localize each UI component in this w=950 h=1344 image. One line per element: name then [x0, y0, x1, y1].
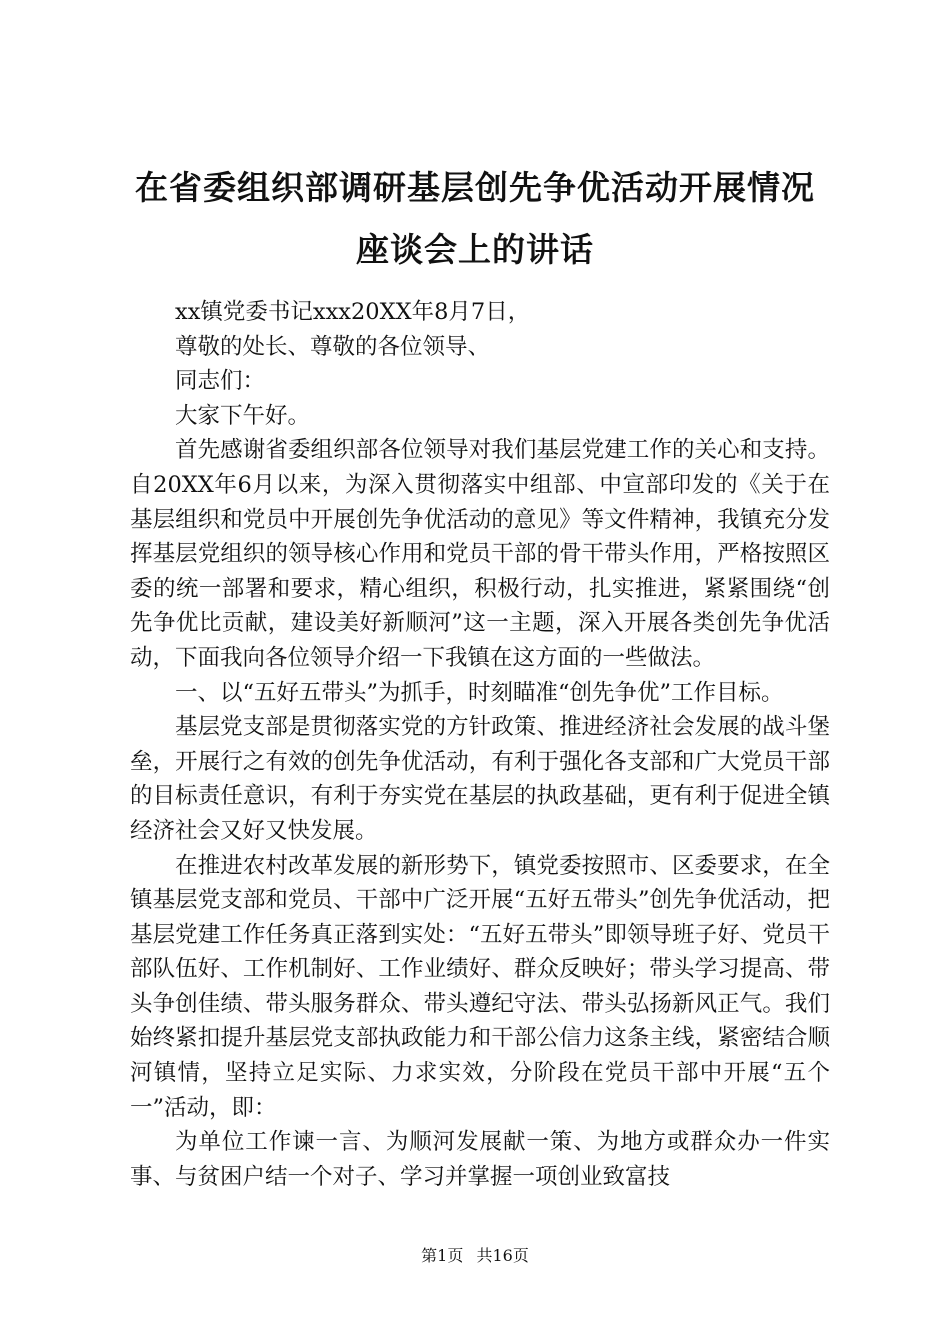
paragraph-comrades: 同志们： — [175, 368, 266, 395]
paragraph-author-date: xx镇党委书记xxx20XX年8月7日， — [175, 299, 531, 325]
page-total: 共16页 — [476, 1246, 529, 1265]
document-title-line-1: 在省委组织部调研基层创先争优活动开展情况 — [135, 168, 815, 207]
paragraph-five-good: 在推进农村改革发展的新形势下，镇党委按照市、区委要求，在全镇基层党支部和党员、干部中广泛开展“五好五带头”创先争优活动，把基层党建工作任务真正落到实处：“五好五带头”即领导班子好、党员干部队伍好、工作机制好、工作业绩好、群众反映好；带头学习提高、带头争创佳绩、带头服务群众、带头遵纪守法、带头弘扬新风正气。我们始终紧扣提升基层党支部执政能力和干部公信力这条主线，紧密结合顺河镇情，坚持立足实际、力求实效，分阶段在党员干部中开展“五个一”活动，即： — [130, 852, 830, 1121]
paragraph-salutation: 尊敬的处长、尊敬的各位领导、 — [175, 333, 491, 360]
paragraph-intro: 首先感谢省委组织部各位领导对我们基层党建工作的关心和支持。自20XX年6月以来，为深入贯彻落实中组部、中宣部印发的《关于在基层组织和党员中开展创先争优活动的意见》等文件精神，我镇充分发挥基层党组织的领导核心作用和党员干部的骨干带头作用，严格按照区委的统一部署和要求，精心组织，积极行动，扎实推进，紧紧围绕“创先争优比贡献，建设美好新顺河”这一主题，深入开展各类创先争优活动，下面我向各位领导介绍一下我镇在这方面的一些做法。 — [130, 437, 830, 671]
paragraph-greeting: 大家下午好。 — [175, 402, 311, 429]
document-body — [130, 295, 830, 1194]
paragraph-five-ones: 为单位工作谏一言、为顺河发展献一策、为地方或群众办一件实事、与贫困户结一个对子、学习并掌握一项创业致富技 — [130, 1129, 830, 1190]
paragraph-section-heading-1: 一、以“五好五带头”为抓手，时刻瞄准“创先争优”工作目标。 — [175, 679, 784, 706]
paragraph-branch-role: 基层党支部是贯彻落实党的方针政策、推进经济社会发展的战斗堡垒，开展行之有效的创先争优活动，有利于强化各支部和广大党员干部的目标责任意识，有利于夯实党在基层的执政基础，更有利于促进全镇经济社会又好又快发展。 — [130, 714, 830, 844]
page-footer — [0, 1243, 950, 1266]
document-title-line-2: 座谈会上的讲话 — [356, 230, 594, 269]
page-number: 第1页 — [421, 1246, 464, 1265]
